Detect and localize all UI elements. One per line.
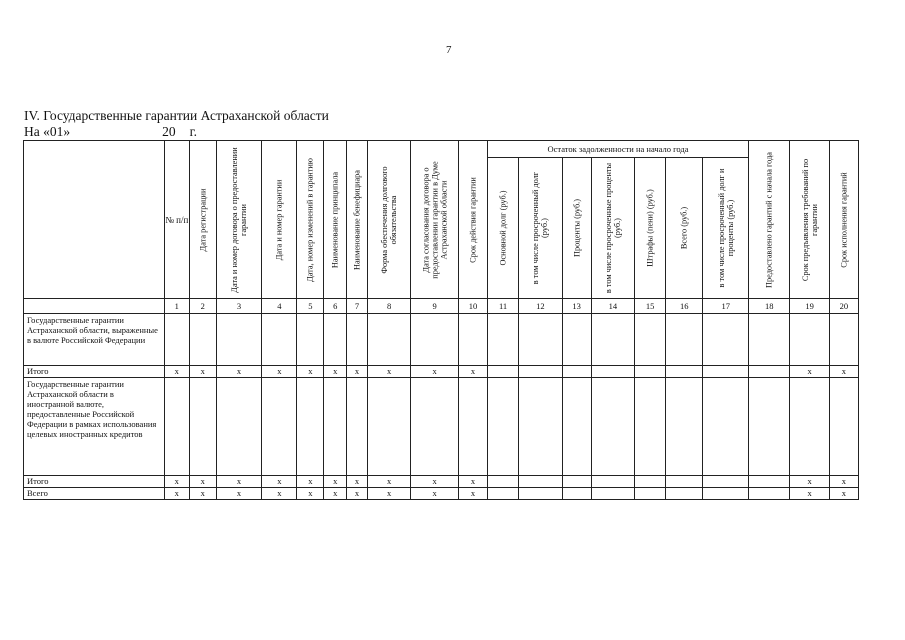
table-cell bbox=[519, 488, 563, 500]
section2-label: Государственные гарантии Астраханской области в иностранной валюте, предоставленные Российской Федерации в рамках использования целевых иностранных кредитов bbox=[24, 378, 165, 476]
table-cell bbox=[164, 378, 189, 476]
column-number: 20 bbox=[829, 299, 858, 314]
table-cell bbox=[459, 378, 488, 476]
x-mark: x bbox=[411, 366, 459, 378]
table-cell bbox=[367, 378, 411, 476]
x-mark: x bbox=[347, 476, 368, 488]
header-security-form: Форма обеспечения долгового обязательства bbox=[367, 141, 411, 299]
date-line bbox=[24, 125, 197, 139]
table-cell bbox=[666, 366, 703, 378]
table-cell bbox=[562, 476, 591, 488]
table-cell bbox=[749, 378, 790, 476]
section2-row bbox=[24, 378, 859, 476]
column-number: 3 bbox=[216, 299, 262, 314]
table-cell bbox=[635, 488, 666, 500]
header-contract-date-number: Дата и номер договора о предоставлении гарантии bbox=[216, 141, 262, 299]
table-cell bbox=[703, 366, 749, 378]
itogo-row-2 bbox=[24, 476, 859, 488]
table-cell bbox=[411, 378, 459, 476]
table-cell bbox=[790, 314, 829, 366]
section-heading: IV. Государственные гарантии Астраханской области bbox=[24, 108, 329, 123]
table-cell bbox=[749, 366, 790, 378]
header-principal-overdue: в том числе просроченный долг (руб.) bbox=[519, 158, 563, 299]
header-penalties: Штрафы (пени) (руб.) bbox=[635, 158, 666, 299]
header-debt-group: Остаток задолженности на начало года bbox=[488, 141, 749, 158]
column-number: 8 bbox=[367, 299, 411, 314]
header-blank-cell bbox=[24, 141, 165, 299]
table-cell bbox=[666, 314, 703, 366]
table-cell bbox=[666, 476, 703, 488]
table-cell bbox=[562, 488, 591, 500]
table-cell bbox=[591, 314, 635, 366]
x-mark: x bbox=[189, 366, 216, 378]
x-mark: x bbox=[262, 476, 297, 488]
table-cell bbox=[562, 378, 591, 476]
x-mark: x bbox=[297, 366, 324, 378]
x-mark: x bbox=[347, 366, 368, 378]
x-mark: x bbox=[216, 488, 262, 500]
table-cell bbox=[519, 476, 563, 488]
x-mark: x bbox=[164, 366, 189, 378]
x-mark: x bbox=[189, 476, 216, 488]
column-number: 5 bbox=[297, 299, 324, 314]
table-cell bbox=[749, 476, 790, 488]
page-number: 7 bbox=[446, 44, 452, 56]
x-mark: x bbox=[459, 488, 488, 500]
x-mark: x bbox=[459, 476, 488, 488]
header-nn: № п/п bbox=[164, 141, 189, 299]
table-cell bbox=[488, 488, 519, 500]
table-cell bbox=[488, 314, 519, 366]
header-principal-name: Наименование принципала bbox=[324, 141, 347, 299]
header-claim-period: Срок предъявления требований по гарантии bbox=[790, 141, 829, 299]
column-number: 15 bbox=[635, 299, 666, 314]
header-interest-overdue: в том числе просроченные проценты (руб.) bbox=[591, 158, 635, 299]
x-mark: x bbox=[324, 366, 347, 378]
table-cell bbox=[164, 314, 189, 366]
table-cell bbox=[591, 366, 635, 378]
header-total: Всего (руб.) bbox=[666, 158, 703, 299]
x-mark: x bbox=[459, 366, 488, 378]
table-cell bbox=[635, 366, 666, 378]
column-number: 14 bbox=[591, 299, 635, 314]
x-mark: x bbox=[367, 366, 411, 378]
table-cell bbox=[635, 378, 666, 476]
header-beneficiary-name: Наименование бенефициара bbox=[347, 141, 368, 299]
table-cell bbox=[347, 314, 368, 366]
table-cell bbox=[703, 314, 749, 366]
table-cell bbox=[262, 378, 297, 476]
date-prefix: На «01» bbox=[24, 124, 71, 139]
vsego-row bbox=[24, 488, 859, 500]
header-registration-date: Дата регистрации bbox=[189, 141, 216, 299]
column-number: 10 bbox=[459, 299, 488, 314]
x-mark: x bbox=[297, 488, 324, 500]
table-cell bbox=[519, 314, 563, 366]
column-number: 1 bbox=[164, 299, 189, 314]
itogo-row-1 bbox=[24, 366, 859, 378]
table-cell bbox=[666, 378, 703, 476]
guarantees-table bbox=[23, 140, 859, 500]
header-total-overdue: в том числе просроченный долг и проценты (руб.) bbox=[703, 158, 749, 299]
x-mark: x bbox=[347, 488, 368, 500]
header-guarantee-date-number: Дата и номер гарантии bbox=[262, 141, 297, 299]
header-duma-approval-date: Дата согласования договора о предоставлении гарантии в Думе Астраханской области bbox=[411, 141, 459, 299]
table-cell bbox=[519, 366, 563, 378]
x-mark: x bbox=[324, 488, 347, 500]
table-cell bbox=[666, 488, 703, 500]
table-cell bbox=[749, 488, 790, 500]
table-cell bbox=[324, 314, 347, 366]
x-mark: x bbox=[367, 488, 411, 500]
column-numbers-row bbox=[24, 299, 859, 314]
x-mark: x bbox=[262, 366, 297, 378]
table-cell bbox=[189, 314, 216, 366]
table-cell bbox=[829, 378, 858, 476]
table-cell bbox=[297, 378, 324, 476]
date-year: 20 bbox=[162, 124, 176, 139]
x-mark: x bbox=[324, 476, 347, 488]
table-cell bbox=[488, 378, 519, 476]
table-cell bbox=[562, 314, 591, 366]
table-cell bbox=[703, 476, 749, 488]
x-mark: x bbox=[790, 366, 829, 378]
x-mark: x bbox=[216, 476, 262, 488]
section1-row bbox=[24, 314, 859, 366]
table-cell bbox=[411, 314, 459, 366]
header-execution-period: Срок исполнения гарантий bbox=[829, 141, 858, 299]
table-cell bbox=[488, 366, 519, 378]
table-cell bbox=[635, 314, 666, 366]
x-mark: x bbox=[829, 488, 858, 500]
x-mark: x bbox=[790, 488, 829, 500]
header-interest: Проценты (руб.) bbox=[562, 158, 591, 299]
table-cell bbox=[189, 378, 216, 476]
header-row-1 bbox=[24, 141, 859, 158]
x-mark: x bbox=[367, 476, 411, 488]
column-number: 9 bbox=[411, 299, 459, 314]
column-number: 11 bbox=[488, 299, 519, 314]
section1-label: Государственные гарантии Астраханской области, выраженные в валюте Российской Федерации bbox=[24, 314, 165, 366]
column-number: 13 bbox=[562, 299, 591, 314]
header-provided-since-year-start: Предоставлено гарантий с начала года bbox=[749, 141, 790, 299]
table-cell bbox=[749, 314, 790, 366]
x-mark: x bbox=[262, 488, 297, 500]
table-cell bbox=[347, 378, 368, 476]
header-principal-debt: Основной долг (руб.) bbox=[488, 158, 519, 299]
column-number: 12 bbox=[519, 299, 563, 314]
x-mark: x bbox=[829, 366, 858, 378]
table-cell bbox=[562, 366, 591, 378]
table-cell bbox=[790, 378, 829, 476]
x-mark: x bbox=[297, 476, 324, 488]
column-number-blank bbox=[24, 299, 165, 314]
table-cell bbox=[591, 378, 635, 476]
x-mark: x bbox=[829, 476, 858, 488]
column-number: 16 bbox=[666, 299, 703, 314]
table-cell bbox=[297, 314, 324, 366]
header-changes-date-number: Дата, номер изменений в гарантию bbox=[297, 141, 324, 299]
table-cell bbox=[488, 476, 519, 488]
column-number: 6 bbox=[324, 299, 347, 314]
vsego-label: Всего bbox=[24, 488, 165, 500]
table-cell bbox=[635, 476, 666, 488]
table-cell bbox=[216, 378, 262, 476]
table-cell bbox=[324, 378, 347, 476]
table-cell bbox=[829, 314, 858, 366]
x-mark: x bbox=[411, 476, 459, 488]
header-validity-period: Срок действия гарантии bbox=[459, 141, 488, 299]
table-cell bbox=[703, 378, 749, 476]
column-number: 2 bbox=[189, 299, 216, 314]
itogo-label: Итого bbox=[24, 366, 165, 378]
table-cell bbox=[367, 314, 411, 366]
column-number: 18 bbox=[749, 299, 790, 314]
table-cell bbox=[459, 314, 488, 366]
column-number: 17 bbox=[703, 299, 749, 314]
column-number: 19 bbox=[790, 299, 829, 314]
x-mark: x bbox=[790, 476, 829, 488]
table-cell bbox=[262, 314, 297, 366]
itogo-label: Итого bbox=[24, 476, 165, 488]
x-mark: x bbox=[216, 366, 262, 378]
table-cell bbox=[591, 476, 635, 488]
x-mark: x bbox=[164, 476, 189, 488]
table-cell bbox=[519, 378, 563, 476]
column-number: 4 bbox=[262, 299, 297, 314]
column-number: 7 bbox=[347, 299, 368, 314]
x-mark: x bbox=[189, 488, 216, 500]
table-cell bbox=[591, 488, 635, 500]
table-cell bbox=[703, 488, 749, 500]
x-mark: x bbox=[411, 488, 459, 500]
date-suffix: г. bbox=[189, 124, 198, 139]
x-mark: x bbox=[164, 488, 189, 500]
table-cell bbox=[216, 314, 262, 366]
